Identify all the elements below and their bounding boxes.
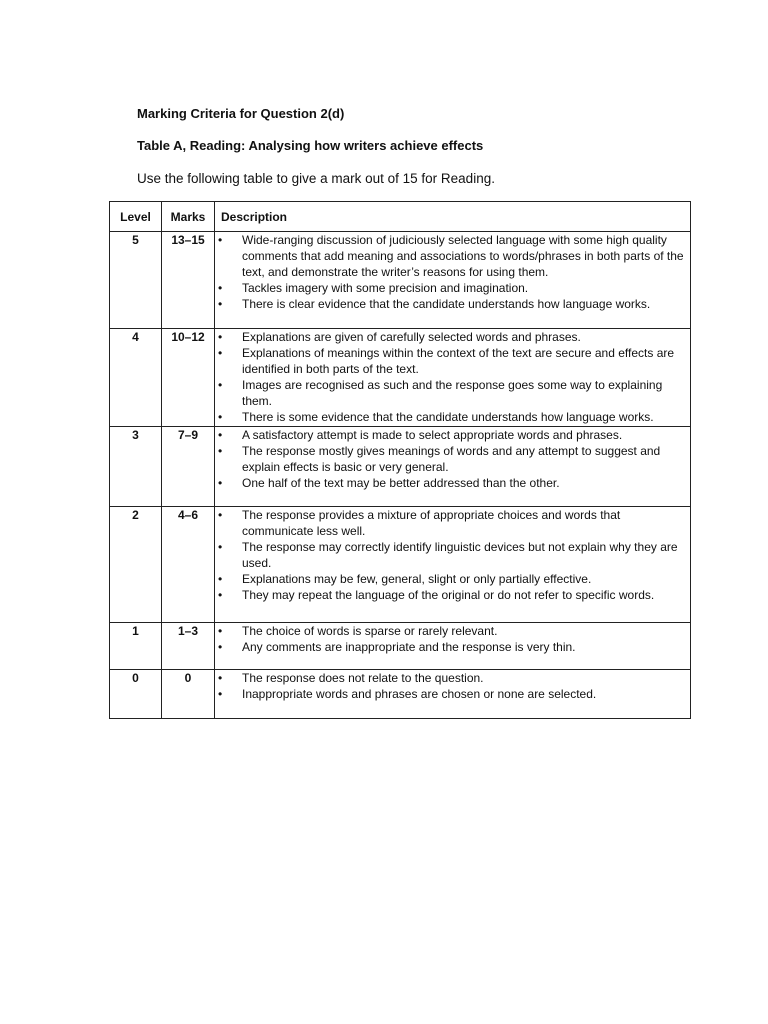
list-item xyxy=(215,329,690,345)
header-description: Description xyxy=(215,202,691,232)
level-cell: 2 xyxy=(110,507,162,623)
marks-cell: 1–3 xyxy=(162,623,215,670)
criterion-text: Inappropriate words and phrases are chosen or none are selected. xyxy=(242,687,597,701)
criterion-text: The response mostly gives meanings of words and any attempt to suggest and explain effects is basic or very general. xyxy=(242,444,661,474)
criterion-text: One half of the text may be better addressed than the other. xyxy=(242,476,560,490)
list-item xyxy=(215,639,690,655)
marking-criteria-table xyxy=(109,201,691,719)
level-cell: 1 xyxy=(110,623,162,670)
criterion-text: Wide-ranging discussion of judiciously selected language with some high quality comments that add meaning and associations to words/phrases in both parts of the text, and demonstrate the writer’s reasons for using them. xyxy=(242,233,684,279)
level-cell: 5 xyxy=(110,232,162,329)
marks-cell: 10–12 xyxy=(162,329,215,427)
marks-cell: 4–6 xyxy=(162,507,215,623)
level-cell: 3 xyxy=(110,427,162,507)
table-row xyxy=(110,427,691,507)
criterion-text: Explanations of meanings within the context of the text are secure and effects are identified in both parts of the text. xyxy=(242,346,675,376)
marks-cell: 7–9 xyxy=(162,427,215,507)
bullet-icon: • xyxy=(218,428,223,442)
criterion-text: There is some evidence that the candidate understands how language works. xyxy=(242,410,654,424)
criterion-text: Explanations are given of carefully selected words and phrases. xyxy=(242,330,581,344)
criterion-text: The response may correctly identify linguistic devices but not explain why they are used. xyxy=(242,540,678,570)
criterion-text: The response does not relate to the question. xyxy=(242,671,484,685)
criterion-text: There is clear evidence that the candidate understands how language works. xyxy=(242,297,651,311)
table-row xyxy=(110,670,691,719)
bullet-icon: • xyxy=(218,572,223,586)
description-cell xyxy=(215,427,691,507)
header-marks: Marks xyxy=(162,202,215,232)
bullet-icon: • xyxy=(218,281,223,295)
criterion-text: They may repeat the language of the original or do not refer to specific words. xyxy=(242,588,655,602)
bullet-icon: • xyxy=(218,508,223,522)
description-cell xyxy=(215,623,691,670)
list-item xyxy=(215,507,690,539)
list-item xyxy=(215,345,690,377)
table-header-row xyxy=(110,202,691,232)
level-cell: 0 xyxy=(110,670,162,719)
criterion-text: Any comments are inappropriate and the response is very thin. xyxy=(242,640,576,654)
bullet-icon: • xyxy=(218,640,223,654)
description-cell xyxy=(215,232,691,329)
criterion-text: The response provides a mixture of appropriate choices and words that communicate less well. xyxy=(242,508,621,538)
bullet-icon: • xyxy=(218,540,223,554)
bullet-icon: • xyxy=(218,588,223,602)
list-item xyxy=(215,539,690,571)
instruction-text: Use the following table to give a mark out of 15 for Reading. xyxy=(137,171,495,186)
page-title: Marking Criteria for Question 2(d) xyxy=(137,106,345,121)
list-item xyxy=(215,377,690,409)
bullet-icon: • xyxy=(218,346,223,360)
bullet-icon: • xyxy=(218,297,223,311)
bullet-icon: • xyxy=(218,671,223,685)
list-item xyxy=(215,623,690,639)
list-item xyxy=(215,686,690,702)
list-item xyxy=(215,571,690,587)
table-row xyxy=(110,623,691,670)
list-item xyxy=(215,670,690,686)
list-item xyxy=(215,280,690,296)
list-item xyxy=(215,587,690,603)
table-row xyxy=(110,507,691,623)
header-level: Level xyxy=(110,202,162,232)
criterion-text: The choice of words is sparse or rarely relevant. xyxy=(242,624,498,638)
list-item xyxy=(215,475,690,491)
list-item xyxy=(215,427,690,443)
level-cell: 4 xyxy=(110,329,162,427)
criterion-text: A satisfactory attempt is made to select appropriate words and phrases. xyxy=(242,428,623,442)
description-cell xyxy=(215,329,691,427)
description-cell xyxy=(215,507,691,623)
list-item xyxy=(215,296,690,312)
criterion-text: Images are recognised as such and the response goes some way to explaining them. xyxy=(242,378,663,408)
bullet-icon: • xyxy=(218,330,223,344)
criterion-text: Explanations may be few, general, slight or only partially effective. xyxy=(242,572,592,586)
bullet-icon: • xyxy=(218,444,223,458)
marks-cell: 13–15 xyxy=(162,232,215,329)
bullet-icon: • xyxy=(218,624,223,638)
bullet-icon: • xyxy=(218,410,223,424)
marks-cell: 0 xyxy=(162,670,215,719)
table-row xyxy=(110,232,691,329)
list-item xyxy=(215,443,690,475)
table-title: Table A, Reading: Analysing how writers achieve effects xyxy=(137,138,484,153)
bullet-icon: • xyxy=(218,378,223,392)
criterion-text: Tackles imagery with some precision and imagination. xyxy=(242,281,529,295)
list-item xyxy=(215,409,690,425)
list-item xyxy=(215,232,690,280)
table-row xyxy=(110,329,691,427)
bullet-icon: • xyxy=(218,476,223,490)
bullet-icon: • xyxy=(218,687,223,701)
bullet-icon: • xyxy=(218,233,223,247)
description-cell xyxy=(215,670,691,719)
